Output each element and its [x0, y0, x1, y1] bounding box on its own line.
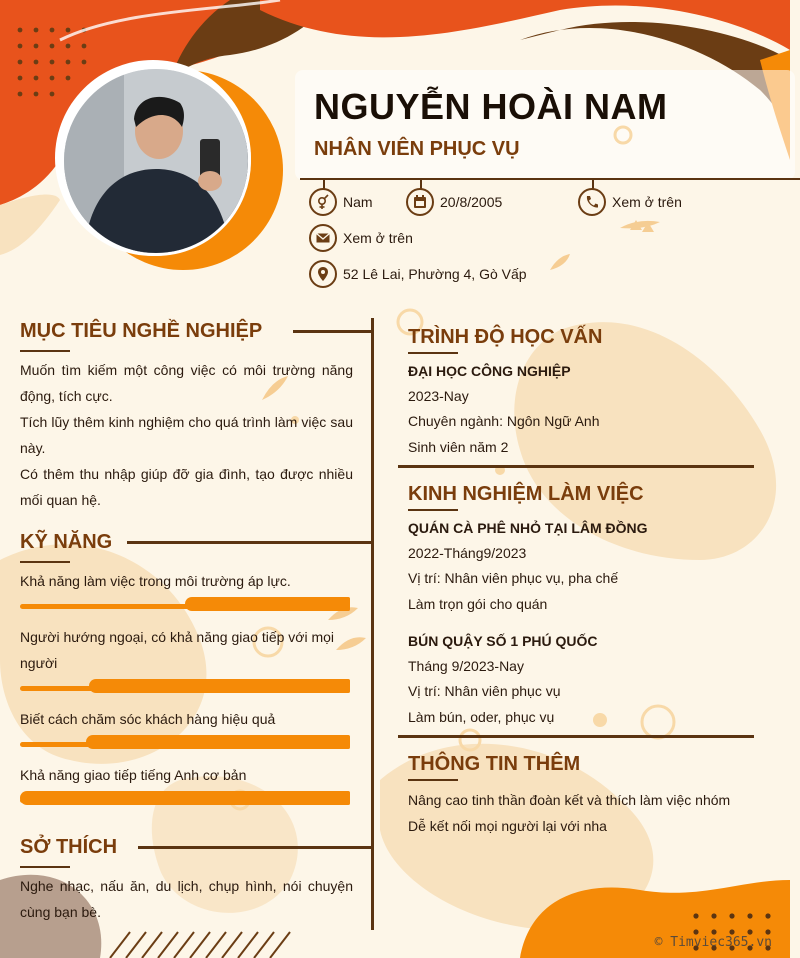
additional-title: THÔNG TIN THÊM [408, 753, 581, 775]
person-silhouette-icon [64, 69, 248, 253]
email-value: Xem ở trên [343, 230, 413, 246]
job-title: NHÂN VIÊN PHỤC VỤ [314, 138, 520, 160]
candidate-name: NGUYỄN HOÀI NAM [314, 86, 668, 127]
skills-rule [127, 541, 371, 544]
column-divider [371, 318, 374, 930]
objective-paragraph: Tích lũy thêm kinh nghiệm cho quá trình làm việc sau này. [20, 414, 353, 456]
avatar-ring [55, 60, 251, 256]
skill-bar [20, 791, 350, 805]
hobbies-text: Nghe nhạc, nấu ăn, du lịch, chụp hình, nói chuyện cùng bạn bè. [20, 878, 353, 920]
contact-birthday [406, 188, 502, 216]
skill-label: Khả năng làm việc trong môi trường áp lực. [20, 573, 291, 589]
hobbies-title-underline [20, 866, 70, 868]
experience-description: Làm bún, oder, phục vụ [408, 709, 555, 725]
location-icon [309, 260, 337, 288]
contact-phone [578, 188, 682, 216]
skill-bar-fill [20, 791, 350, 805]
skill-bar [20, 679, 350, 693]
objective-title-underline [20, 350, 70, 352]
copyright-text: © Timviec365.vn [654, 935, 772, 950]
objective-rule [293, 330, 371, 333]
hobbies-title: SỞ THÍCH [20, 836, 118, 858]
skill-bar [20, 597, 350, 611]
experience-description: Làm trọn gói cho quán [408, 596, 548, 612]
objective-title: MỤC TIÊU NGHỀ NGHIỆP [20, 320, 263, 342]
skill-bar-fill [185, 597, 350, 611]
education-title-underline [408, 352, 458, 354]
objective-paragraph: Có thêm thu nhập giúp đỡ gia đình, tạo được nhiều mối quan hệ. [20, 466, 353, 508]
skill-label: Người hướng ngoại, có khả năng giao tiếp với mọi người [20, 629, 335, 671]
experience-period: Tháng 9/2023-Nay [408, 658, 524, 674]
education-rule [398, 465, 754, 468]
additional-line: Nâng cao tinh thần đoàn kết và thích làm việc nhóm [408, 792, 731, 808]
education-title: TRÌNH ĐỘ HỌC VẤN [408, 326, 603, 348]
education-school: ĐẠI HỌC CÔNG NGHIỆP [408, 363, 571, 379]
education-period: 2023-Nay [408, 388, 469, 404]
experience-position: Vị trí: Nhân viên phục vụ, pha chế [408, 570, 619, 586]
skill-bar-fill [89, 679, 350, 693]
skill-bar-fill [86, 735, 350, 749]
avatar [55, 60, 265, 270]
experience-rule [398, 735, 754, 738]
gender-icon [309, 188, 337, 216]
experience-title: KINH NGHIỆM LÀM VIỆC [408, 483, 644, 505]
skills-title-underline [20, 561, 70, 563]
objective-paragraph: Muốn tìm kiếm một công việc có môi trường năng động, tích cực. [20, 362, 353, 404]
education-note: Sinh viên năm 2 [408, 439, 509, 455]
profile-photo [61, 66, 251, 256]
experience-company: QUÁN CÀ PHÊ NHỎ TẠI LÂM ĐỒNG [408, 520, 648, 536]
address-value: 52 Lê Lai, Phường 4, Gò Vấp [343, 266, 527, 282]
experience-period: 2022-Tháng9/2023 [408, 545, 527, 561]
header-divider [300, 178, 800, 180]
additional-title-underline [408, 779, 458, 781]
hobbies-rule [138, 846, 371, 849]
gender-value: Nam [343, 194, 373, 210]
additional-line: Dễ kết nối mọi người lại với nha [408, 818, 607, 834]
contact-address [309, 260, 527, 288]
contact-email [309, 224, 413, 252]
experience-company: BÚN QUẬY SỐ 1 PHÚ QUỐC [408, 633, 598, 649]
skills-title: KỸ NĂNG [20, 531, 113, 553]
skill-label: Biết cách chăm sóc khách hàng hiệu quả [20, 711, 276, 727]
experience-title-underline [408, 509, 458, 511]
calendar-icon [406, 188, 434, 216]
skill-bar [20, 735, 350, 749]
phone-icon [578, 188, 606, 216]
experience-position: Vị trí: Nhân viên phục vụ [408, 683, 561, 699]
birthday-value: 20/8/2005 [440, 194, 503, 210]
contact-gender [309, 188, 373, 216]
skill-label: Khả năng giao tiếp tiếng Anh cơ bản [20, 767, 247, 783]
education-major: Chuyên ngành: Ngôn Ngữ Anh [408, 413, 600, 429]
phone-value: Xem ở trên [612, 194, 682, 210]
mail-icon [309, 224, 337, 252]
